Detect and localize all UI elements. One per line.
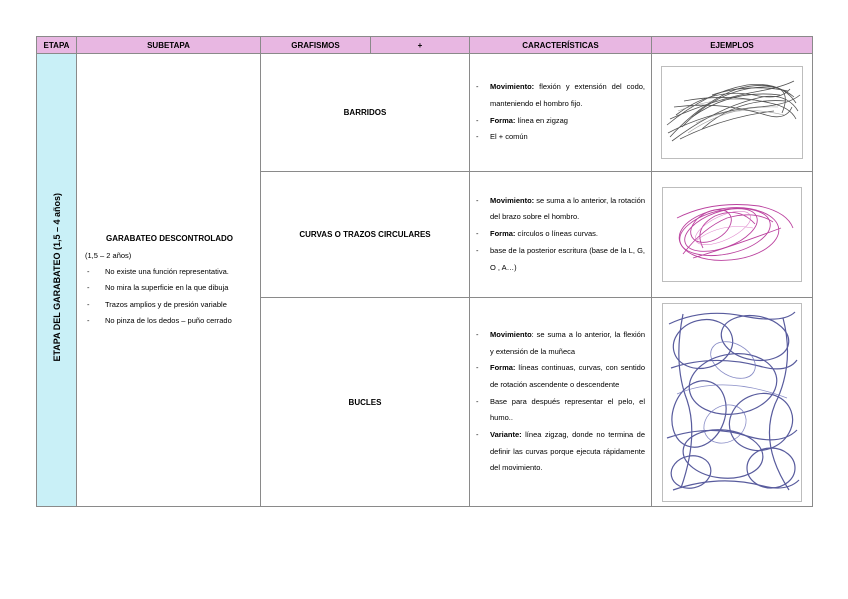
header-plus: + — [371, 37, 470, 54]
subetapa-age: (1,5 – 2 años) — [85, 250, 132, 260]
caracteristicas-list — [474, 79, 645, 146]
scribble-zigzag-image — [661, 66, 803, 159]
grafismo-cell: BUCLES — [261, 298, 470, 507]
subetapa-title: GARABATEO DESCONTROLADO — [106, 233, 233, 243]
caracteristicas-list — [474, 193, 645, 277]
list-item: - Forma: círculos o líneas curvas. — [474, 226, 645, 243]
table-row — [37, 54, 813, 172]
header-row — [37, 37, 813, 54]
list-item: - Forma: líneas continuas, curvas, con sentido de rotación ascendente o descendente — [474, 360, 645, 393]
header-caracteristicas: CARACTERÍSTICAS — [470, 37, 652, 54]
list-item: - No mira la superficie en la que dibuja — [85, 280, 254, 297]
caracteristicas-cell — [470, 54, 652, 172]
scribble-loops-image — [662, 303, 802, 502]
list-item: - Trazos amplios y de presión variable — [85, 297, 254, 314]
subetapa-list — [85, 264, 254, 330]
etapa-label: ETAPA DEL GARABATEO (1,5 – 4 años) — [51, 193, 62, 362]
subetapa-cell — [77, 54, 261, 507]
header-ejemplos: EJEMPLOS — [652, 37, 813, 54]
list-item: - No pinza de los dedos – puño cerrado — [85, 313, 254, 330]
list-item: - Base para después representar el pelo, el humo.. — [474, 394, 645, 427]
etapa-cell — [37, 54, 77, 507]
list-item: - Movimiento: se suma a lo anterior, la rotación del brazo sobre el hombro. — [474, 193, 645, 226]
ejemplo-cell — [652, 298, 813, 507]
header-grafismos: GRAFISMOS — [261, 37, 371, 54]
list-item: - Movimiento: flexión y extensión del codo, manteniendo el hombro fijo. — [474, 79, 645, 112]
caracteristicas-cell — [470, 298, 652, 507]
header-subetapa: SUBETAPA — [77, 37, 261, 54]
list-item: - base de la posterior escritura (base de la L, G, O , A…) — [474, 243, 645, 276]
ejemplo-cell — [652, 54, 813, 172]
scribble-circular-image — [662, 187, 802, 282]
list-item: - No existe una función representativa. — [85, 264, 254, 281]
header-etapa: ETAPA — [37, 37, 77, 54]
list-item: - Movimiento: se suma a lo anterior, la flexión y extensión de la muñeca — [474, 327, 645, 360]
list-item: - El + común — [474, 129, 645, 146]
grafismo-cell: BARRIDOS — [261, 54, 470, 172]
grafismo-cell: CURVAS O TRAZOS CIRCULARES — [261, 172, 470, 298]
stages-table — [36, 36, 813, 507]
ejemplo-cell — [652, 172, 813, 298]
list-item: - Variante: línea zigzag, donde no termina de definir las curvas porque ejecuta rápidamente del movimiento. — [474, 427, 645, 477]
caracteristicas-list — [474, 327, 645, 477]
list-item: - Forma: línea en zigzag — [474, 113, 645, 130]
caracteristicas-cell — [470, 172, 652, 298]
